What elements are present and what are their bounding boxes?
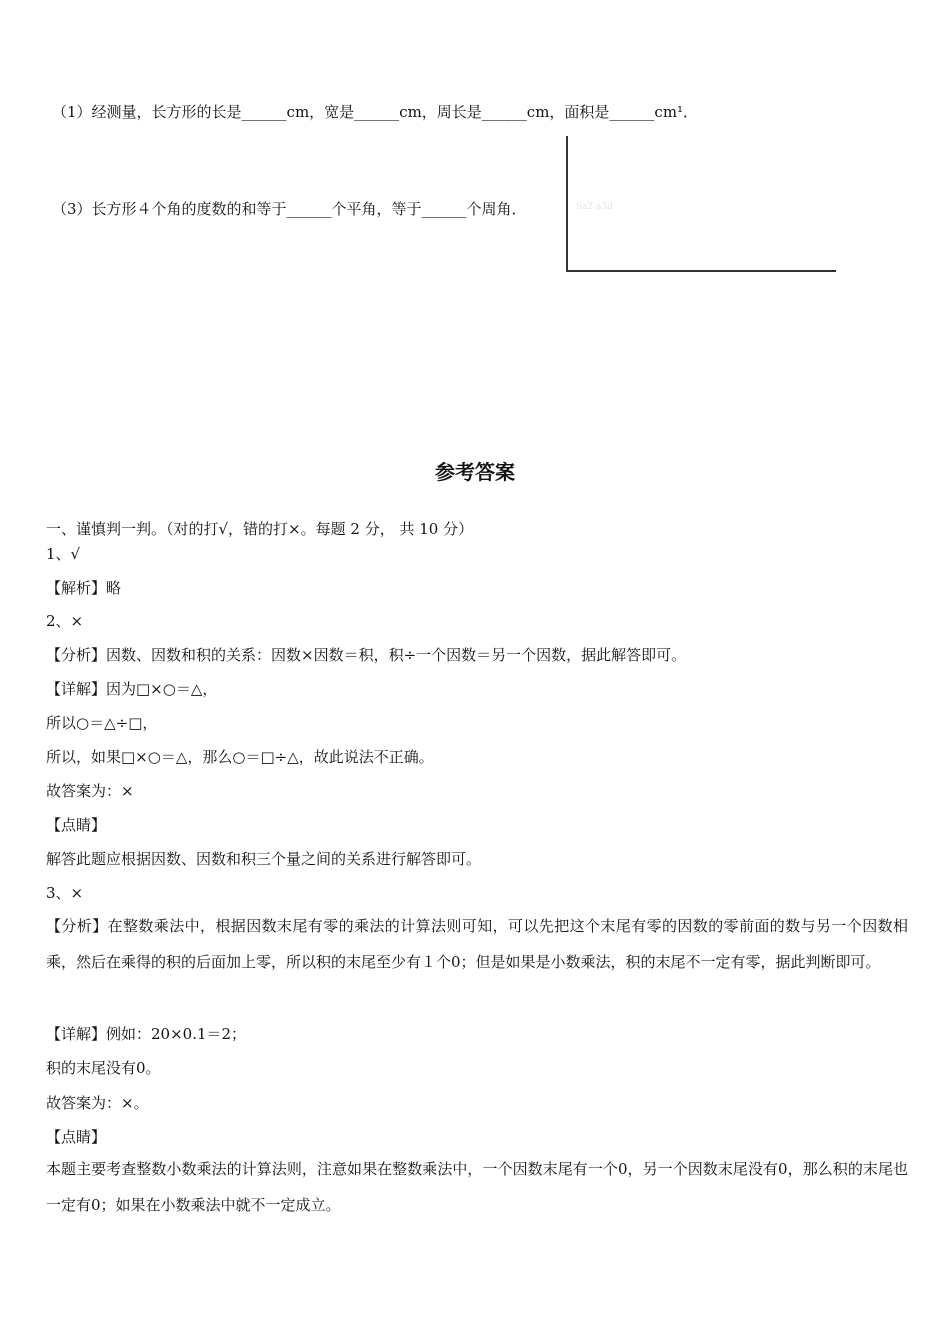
answer-3-detail: 【详解】例如：20×0.1＝2； bbox=[46, 1025, 247, 1043]
answer-2-final: 故答案为：× bbox=[46, 782, 134, 800]
answer-1-analysis: 【解析】略 bbox=[46, 579, 122, 597]
question-3: （3）长方形４个角的度数的和等于______个平角，等于______个周角． bbox=[52, 200, 527, 218]
answer-1: 1、√ bbox=[46, 545, 81, 563]
answer-3-comment-label: 【点睛】 bbox=[46, 1128, 107, 1146]
question-1: （1）经测量，长方形的长是______cm，宽是______cm，周长是______cm，面积是______cm¹． bbox=[52, 103, 699, 121]
rectangle-figure bbox=[566, 136, 836, 272]
answer-3-line2: 积的末尾没有0。 bbox=[46, 1059, 161, 1077]
answer-2-detail: 【详解】因为□×○＝△， bbox=[46, 680, 218, 698]
answer-2-comment: 解答此题应根据因数、因数和积三个量之间的关系进行解答即可。 bbox=[46, 850, 482, 868]
answer-3: 3、× bbox=[46, 884, 84, 902]
answer-2-line2: 所以○＝△÷□， bbox=[46, 714, 158, 732]
answer-2-line3: 所以，如果□×○＝△，那么○＝□÷△，故此说法不正确。 bbox=[46, 748, 434, 766]
answer-2-comment-label: 【点睛】 bbox=[46, 816, 107, 834]
answer-2: 2、× bbox=[46, 612, 84, 630]
answer-2-analysis: 【分析】因数、因数和积的关系：因数×因数＝积，积÷一个因数＝另一个因数，据此解答即可。 bbox=[46, 646, 687, 664]
answer-3-comment: 本题主要考查整数小数乘法的计算法则，注意如果在整数乘法中，一个因数末尾有一个0，另一个因数末尾没有0，那么积的末尾也一定有0；如果在小数乘法中就不一定成立。 bbox=[46, 1160, 908, 1214]
figure-faint-label: Sa2 a3d bbox=[576, 202, 613, 212]
section-heading: 一、谨慎判一判。（对的打√，错的打×。每题 2 分， 共 10 分） bbox=[46, 520, 474, 538]
answer-3-final: 故答案为：×。 bbox=[46, 1094, 149, 1112]
answer-3-analysis: 【分析】在整数乘法中，根据因数末尾有零的乘法的计算法则可知，可以先把这个末尾有零的因数的零前面的数与另一个因数相乘，然后在乘得的积的后面加上零，所以积的末尾至少有１个0；但是如果是小数乘法，积的末尾不一定有零，据此判断即可。 bbox=[46, 917, 908, 971]
answers-title: 参考答案 bbox=[435, 460, 515, 484]
